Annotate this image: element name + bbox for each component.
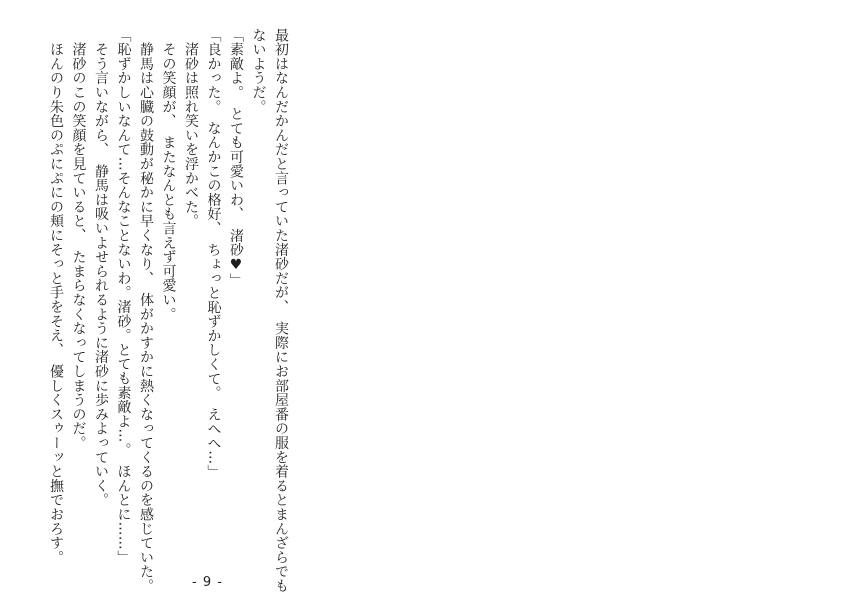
text-line: 「素敵よ。 とても可愛いわ、 渚砂♥」 <box>228 28 244 288</box>
text-line: 「良かった。 なんかこの格好、 ちょっと恥ずかしくて。 えへへ…」 <box>205 28 222 479</box>
text-line: 最初はなんだかんだと言っていた渚砂だが、 実際にお部屋番の服を着るとまんざらでも <box>273 28 289 593</box>
text-line: ないようだ。 <box>250 28 267 114</box>
text-line: 「恥ずかしいなんて…そんなことないわ。渚砂。とても素敵よ…。 ほんとに……」 <box>115 28 132 565</box>
text-line: そう言いながら、 静馬は吸いよせられるように渚砂に歩みよっていく。 <box>93 28 109 508</box>
page-number: - 9 - <box>192 575 223 590</box>
text-line: 渚砂は照れ笑いを浮かべた。 <box>183 28 199 229</box>
vertical-text-block <box>40 28 292 606</box>
text-line: ほんのり朱色のぷにぷにの頬にそっと手をそえ、 優しくスゥーッと撫でおろす。 <box>48 28 64 565</box>
text-line: 静馬は心臓の鼓動が秘かに早くなり、 体がかすかに熱くなってくるのを感じていた。 <box>138 28 154 593</box>
text-line: その笑顔が、 またなんとも言えず可愛い。 <box>160 28 177 322</box>
text-line: 渚砂のこの笑顔を見ていると、 たまらなくなってしまうのだ。 <box>70 28 87 450</box>
